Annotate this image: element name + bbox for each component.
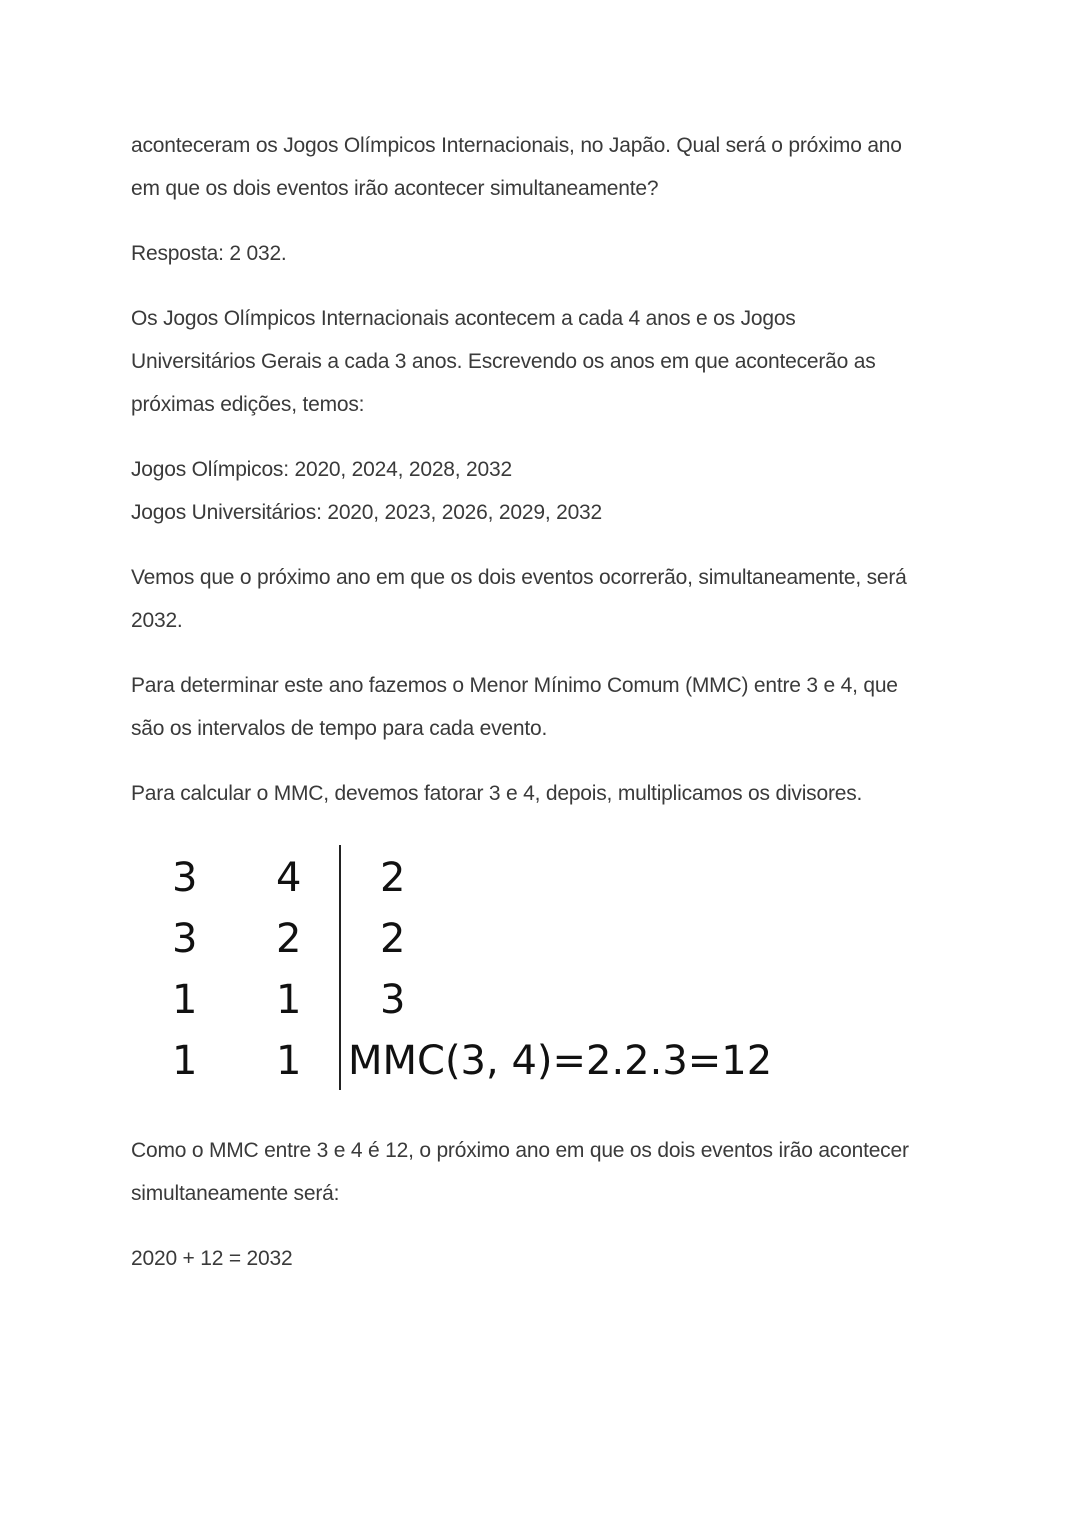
row-4-a: 1: [172, 1038, 198, 1084]
conclusion-line-1: Vemos que o próximo ano em que os dois eventos ocorrerão, simultaneamente, será: [131, 566, 907, 589]
document-body: [131, 124, 961, 837]
explanation-line-1: Os Jogos Olímpicos Internacionais acontecem a cada 4 anos e os Jogos: [131, 307, 796, 330]
row-3-divisor: 3: [380, 977, 406, 1023]
olympics-years: Jogos Olímpicos: 2020, 2024, 2028, 2032: [131, 458, 512, 481]
row-4-b: 1: [276, 1038, 302, 1084]
explanation-line-3: próximas edições, temos:: [131, 393, 365, 416]
row-3-b: 1: [276, 977, 302, 1023]
explanation-line-2: Universitários Gerais a cada 3 anos. Escrevendo os anos em que acontecerão as: [131, 350, 876, 373]
row-2-a: 3: [172, 916, 198, 962]
divider-line: [339, 845, 341, 1090]
question-line-1: aconteceram os Jogos Olímpicos Internacionais, no Japão. Qual será o próximo ano: [131, 134, 902, 157]
question-paragraph: [131, 124, 961, 210]
mmc-intro-line-1: Para determinar este ano fazemos o Menor Mínimo Comum (MMC) entre 3 e 4, que: [131, 674, 898, 697]
final-line-2: simultaneamente será:: [131, 1182, 340, 1205]
row-3-a: 1: [172, 977, 198, 1023]
document-body-final: [131, 1129, 961, 1302]
row-1-a: 3: [172, 855, 198, 901]
mmc-factorization-figure: [150, 840, 790, 1100]
explanation-paragraph: [131, 297, 961, 426]
final-line-1: Como o MMC entre 3 e 4 é 12, o próximo ano em que os dois eventos irão acontecer: [131, 1139, 909, 1162]
final-equation: 2020 + 12 = 2032: [131, 1247, 293, 1270]
answer-paragraph: Resposta: 2 032.: [131, 242, 287, 265]
row-2-divisor: 2: [380, 916, 406, 962]
mmc-result: MMC(3, 4)=2.2.3=12: [348, 1038, 773, 1084]
final-paragraph: [131, 1129, 961, 1215]
conclusion-line-2: 2032.: [131, 609, 183, 632]
row-1-divisor: 2: [380, 855, 406, 901]
question-line-2: em que os dois eventos irão acontecer simultaneamente?: [131, 177, 659, 200]
mmc-method-paragraph: Para calcular o MMC, devemos fatorar 3 e 4, depois, multiplicamos os divisores.: [131, 782, 863, 805]
conclusion-paragraph: [131, 556, 961, 642]
mmc-intro-line-2: são os intervalos de tempo para cada evento.: [131, 717, 548, 740]
years-list: [131, 448, 961, 534]
row-2-b: 2: [276, 916, 302, 962]
row-1-b: 4: [276, 855, 302, 901]
university-years: Jogos Universitários: 2020, 2023, 2026, 2029, 2032: [131, 501, 603, 524]
mmc-intro-paragraph: [131, 664, 961, 750]
